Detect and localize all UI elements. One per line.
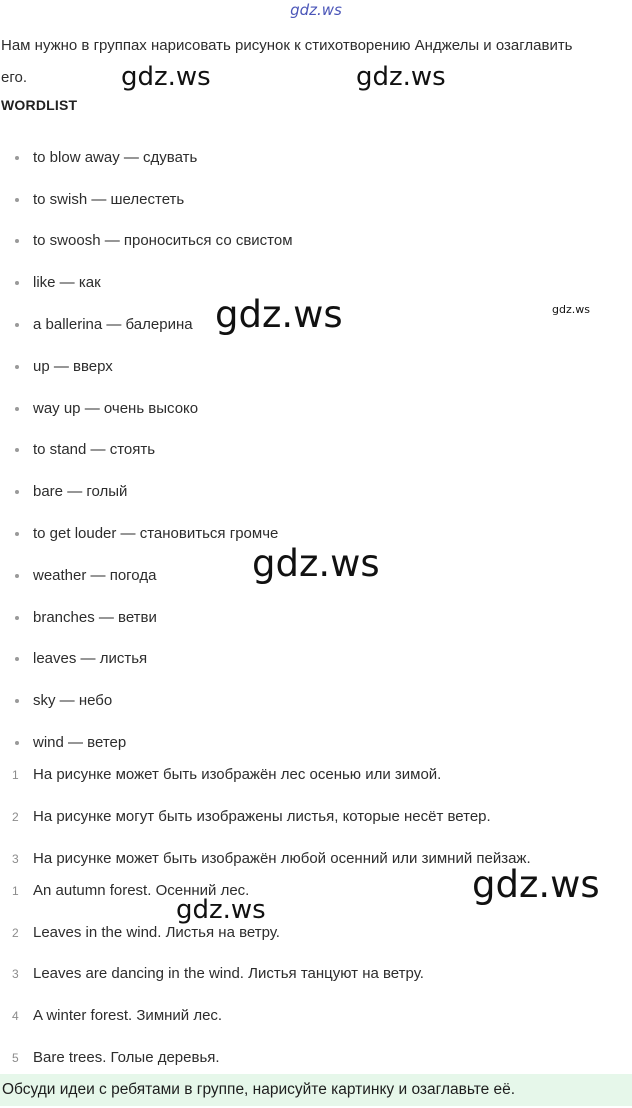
list-number: 1 xyxy=(12,768,19,782)
watermark: gdz.ws xyxy=(215,293,343,336)
title-item-text: An autumn forest. Осенний лес. xyxy=(33,882,250,899)
watermark: gdz.ws xyxy=(121,62,211,92)
watermark-top: gdz.ws xyxy=(290,1,342,19)
wordlist-heading: WORDLIST xyxy=(1,97,78,113)
wordlist-item-text: to swish — шелестеть xyxy=(33,191,185,208)
wordlist-item-text: sky — небо xyxy=(33,692,113,709)
watermark: gdz.ws xyxy=(552,303,590,316)
bullet-icon xyxy=(15,407,19,411)
bullet-icon xyxy=(15,239,19,243)
bullet-icon xyxy=(15,532,19,536)
idea-item-text: На рисунке может быть изображён лес осенью или зимой. xyxy=(33,766,442,783)
bullet-icon xyxy=(15,616,19,620)
watermark: gdz.ws xyxy=(356,62,446,92)
bullet-icon xyxy=(15,323,19,327)
wordlist-item-text: to swoosh — проноситься со свистом xyxy=(33,232,293,249)
wordlist-item-text: a ballerina — балерина xyxy=(33,316,193,333)
wordlist-item-text: weather — погода xyxy=(33,567,157,584)
bullet-icon xyxy=(15,198,19,202)
wordlist-item-text: branches — ветви xyxy=(33,609,157,626)
bullet-icon xyxy=(15,657,19,661)
intro-paragraph: Нам нужно в группах нарисовать рисунок к стихотворению Анджелы и озаглавить его. xyxy=(1,37,573,86)
bullet-icon xyxy=(15,281,19,285)
bullet-icon xyxy=(15,448,19,452)
wordlist-item-text: up — вверх xyxy=(33,358,113,375)
wordlist-item-text: to stand — стоять xyxy=(33,441,156,458)
watermark: gdz.ws xyxy=(176,895,266,925)
list-number: 3 xyxy=(12,967,19,981)
list-number: 4 xyxy=(12,1009,19,1023)
wordlist-item-text: to get louder — становиться громче xyxy=(33,525,279,542)
wordlist-item-text: leaves — листья xyxy=(33,650,148,667)
list-number: 5 xyxy=(12,1051,19,1065)
wordlist-item-text: wind — ветер xyxy=(33,734,127,751)
wordlist-item-text: way up — очень высоко xyxy=(33,400,199,417)
title-item-text: Leaves in the wind. Листья на ветру. xyxy=(33,924,280,941)
idea-item-text: На рисунке может быть изображён любой осенний или зимний пейзаж. xyxy=(33,850,531,867)
bullet-icon xyxy=(15,699,19,703)
bullet-icon xyxy=(15,741,19,745)
title-item-text: Bare trees. Голые деревья. xyxy=(33,1049,220,1066)
title-item-text: A winter forest. Зимний лес. xyxy=(33,1007,223,1024)
watermark: gdz.ws xyxy=(472,863,600,906)
list-number: 3 xyxy=(12,852,19,866)
wordlist-item-text: to blow away — сдувать xyxy=(33,149,198,166)
footer-instruction: Обсуди идеи с ребятами в группе, нарисуйте картинку и озаглавьте её. xyxy=(0,1074,632,1106)
bullet-icon xyxy=(15,574,19,578)
list-number: 2 xyxy=(12,810,19,824)
watermark: gdz.ws xyxy=(252,542,380,585)
bullet-icon xyxy=(15,365,19,369)
title-item-text: Leaves are dancing in the wind. Листья танцуют на ветру. xyxy=(33,965,424,982)
idea-item-text: На рисунке могут быть изображены листья, которые несёт ветер. xyxy=(33,808,491,825)
bullet-icon xyxy=(15,490,19,494)
bullet-icon xyxy=(15,156,19,160)
list-number: 1 xyxy=(12,884,19,898)
list-number: 2 xyxy=(12,926,19,940)
wordlist-item-text: bare — голый xyxy=(33,483,128,500)
wordlist-item-text: like — как xyxy=(33,274,101,291)
